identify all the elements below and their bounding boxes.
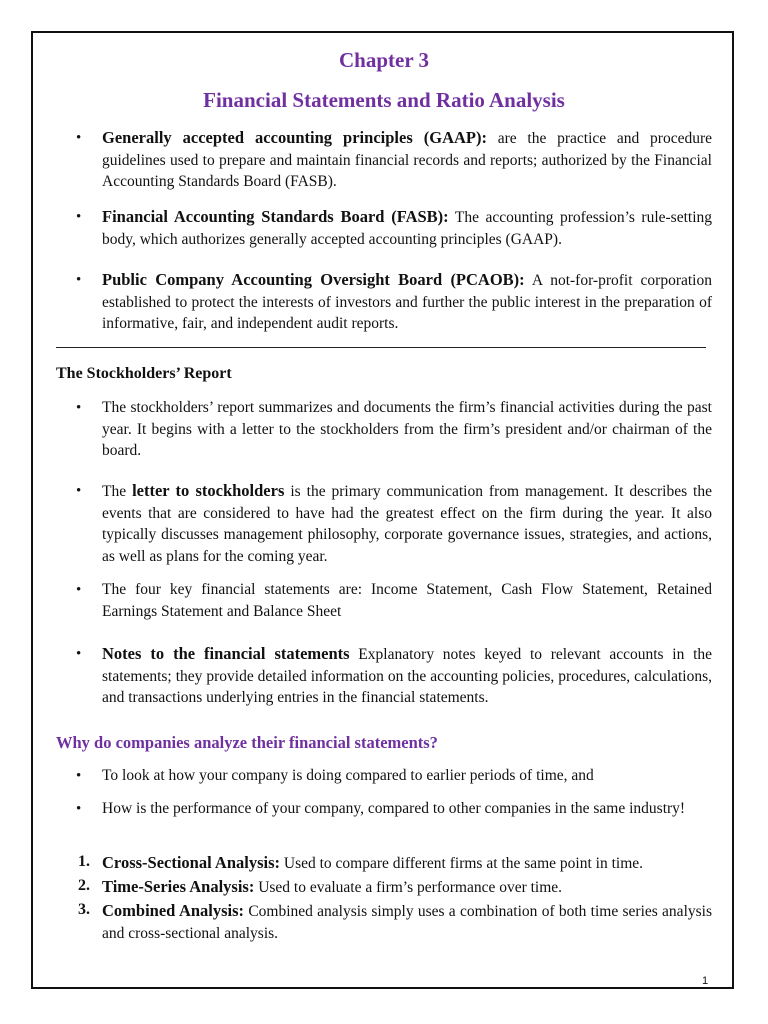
bullet-text: The four key financial statements are: Income Statement, Cash Flow Statement, Retained Earnings Statement and Balance Sheet [102,581,712,620]
definition-text: The accounting profession’s rule-setting body, which authorizes generally accepted accounting principles (GAAP). [102,209,713,248]
why-bullet-2 [102,798,712,820]
analysis-text: Used to compare different firms at the same point in time. [280,855,644,872]
bullet-text: is the primary communication from management. It describes the events that are considered to have had the greatest effect on the firm during the year. It also typically discusses management philosophy, corporate governance issues, strategies, and actions, as well as plans for the coming year. [102,483,712,565]
page-number: 1 [702,975,709,987]
bullet-marker: • [76,483,82,499]
bullet-text: How is the performance of your company, compared to other companies in the same industry! [102,800,686,817]
chapter-label: Chapter 3 [338,48,430,72]
analysis-term: Combined Analysis: [102,901,245,920]
bullet-text: The stockholders’ report summarizes and documents the firm’s financial activities during the past year. It begins with a letter to the stockholders from the firm’s president and/or chairman of the board. [102,399,712,459]
bullet-marker: • [76,582,82,598]
why-analyze-heading: Why do companies analyze their financial statements? [56,733,438,752]
definition-fasb [102,206,712,250]
four-key-statements [102,579,712,622]
analysis-text: Used to evaluate a firm’s performance over time. [254,879,563,896]
analysis-term: Time-Series Analysis: [102,877,255,896]
analysis-term: Cross-Sectional Analysis: [102,853,281,872]
definition-gaap [102,127,712,193]
bullet-marker: • [76,400,82,416]
definition-text: A not-for-profit corporation established to protect the interests of investors and further the public interest in the preparation of informative, fair, and independent audit reports. [102,272,712,332]
bullet-term: Notes to the financial statements [102,644,350,663]
definition-term: Generally accepted accounting principles (GAAP): [102,128,487,147]
definition-term: Financial Accounting Standards Board (FASB): [102,207,449,226]
bullet-text: Explanatory notes keyed to relevant accounts in the statements; they provide detailed information on the accounting policies, procedures, calculations, and transactions underlying entries in the financial statements. [102,646,713,706]
bullet-prefix: The [102,483,133,500]
bullet-marker: • [76,768,82,784]
time-series-analysis [102,876,712,899]
analysis-text: Combined analysis simply uses a combination of both time series analysis and cross-sectional analysis. [102,903,712,942]
why-bullet-1 [102,765,712,787]
bullet-marker: • [76,801,82,817]
stockholders-heading: The Stockholders’ Report [56,365,232,382]
bullet-marker: • [76,646,82,662]
bullet-text: To look at how your company is doing compared to earlier periods of time, and [102,767,594,784]
section-divider [56,347,706,348]
definition-text: are the practice and procedure guidelines used to prepare and maintain financial records and reports; authorized by the Financial Accounting Standards Board (FASB). [102,130,713,190]
chapter-title: Financial Statements and Ratio Analysis [203,88,565,112]
cross-sectional-analysis [102,852,712,875]
bullet-marker: • [76,130,82,146]
bullet-term: letter to stockholders [132,481,285,500]
combined-analysis [102,900,712,944]
definition-term: Public Company Accounting Oversight Board (PCAOB): [102,270,525,289]
bullet-marker: • [76,209,82,225]
list-number: 1. [78,853,90,870]
list-number: 3. [78,901,90,918]
list-number: 2. [78,877,90,894]
stockholders-report-summary [102,397,712,462]
definition-pcaob [102,269,712,335]
bullet-marker: • [76,272,82,288]
notes-to-statements [102,643,712,709]
letter-to-stockholders [102,480,712,567]
